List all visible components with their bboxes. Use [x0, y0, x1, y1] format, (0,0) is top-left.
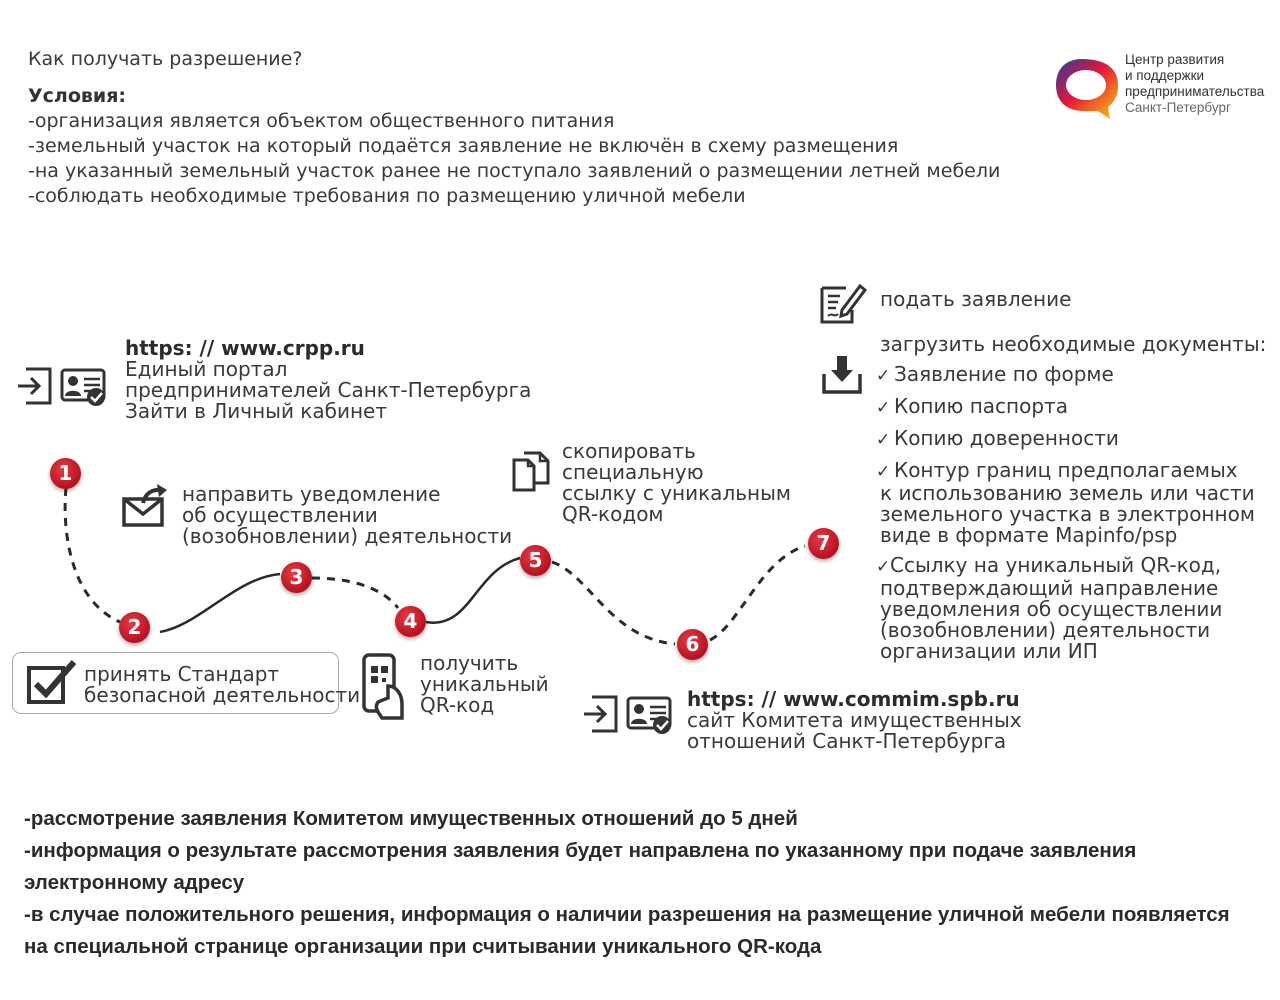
condition-item: -соблюдать необходимые требования по размещению уличной мебели — [28, 185, 746, 207]
step-badge-5: 5 — [520, 545, 551, 576]
footer-line: электронному адресу — [24, 871, 245, 894]
path-segment-3-4 — [312, 578, 398, 608]
submit-application-text: подать заявление — [880, 287, 1072, 311]
documents-list — [876, 364, 1255, 662]
committee-block — [687, 689, 1022, 752]
committee-line: отношений Санкт-Петербурга — [687, 729, 1007, 753]
path-segment-5-6 — [552, 562, 675, 644]
condition-item: -земельный участок на который подаётся заявление не включён в схему размещения — [28, 135, 899, 157]
document-item: ✓ Копию паспорта — [876, 394, 1068, 418]
path-segment-4-5 — [426, 558, 520, 623]
portal-line: Зайти в Личный кабинет — [125, 399, 388, 423]
document-item: ✓ Копию доверенности — [876, 426, 1119, 450]
form-pen-icon — [818, 280, 868, 326]
path-segment-6-7 — [710, 546, 805, 640]
mail-send-icon — [121, 481, 171, 529]
document-item: ✓Ссылку на уникальный QR-код, подтверждающий направление уведомления об осуществлении (возобновлении) деятельности организации или ИП — [876, 553, 1223, 663]
footer-line: на специальной странице организации при считывании уникального QR-кода — [24, 935, 822, 958]
page-title: Как получать разрешение? — [28, 48, 303, 70]
check-icon: ✓ — [876, 462, 891, 482]
step-badge-2: 2 — [119, 612, 150, 643]
check-icon: ✓ — [876, 366, 891, 386]
login-card-icon — [16, 365, 108, 407]
footer-notes — [24, 803, 1230, 963]
portal-line: предпринимателей Санкт-Петербурга — [125, 378, 532, 402]
step-5-text: скопировать специальную ссылку с уникальным QR-кодом — [562, 439, 791, 526]
path-segment-2-3 — [160, 574, 280, 632]
condition-item: -на указанный земельный участок ранее не поступало заявлений о размещении летней мебели — [28, 160, 1001, 182]
committee-login-card-icon — [582, 693, 674, 735]
footer-line: -в случае положительного решения, информация о наличии разрешения на размещение уличной мебели появляется — [24, 903, 1230, 926]
copy-icon — [510, 450, 552, 498]
step-badge-6: 6 — [677, 629, 708, 660]
committee-url[interactable]: https: // www.commim.spb.ru — [687, 687, 1020, 711]
step-2-text: принять Стандарт безопасной деятельности — [84, 662, 361, 707]
portal-block — [125, 338, 531, 422]
step-3-text: направить уведомление об осуществлении (возобновлении) деятельности — [182, 482, 513, 548]
portal-line: Единый портал — [125, 357, 288, 381]
step-badge-7: 7 — [808, 528, 839, 559]
footer-line: -рассмотрение заявления Комитетом имущественных отношений до 5 дней — [24, 807, 798, 830]
document-item: ✓ Контур границ предполагаемых к использованию земель или части земельного участка в электронном виде в формате Mapinfo/psp — [876, 458, 1255, 547]
check-icon: ✓ — [876, 557, 891, 577]
footer-line: -информация о результате рассмотрения заявления будет направлена по указанному при подаче заявления — [24, 839, 1137, 862]
conditions-heading: Условия: — [28, 85, 127, 107]
portal-url[interactable]: https: // www.crpp.ru — [125, 336, 365, 360]
download-icon — [820, 354, 864, 396]
step-4-text: получить уникальный QR-код — [420, 651, 549, 717]
path-segment-1-2 — [65, 488, 120, 622]
step-badge-4: 4 — [395, 606, 426, 637]
step-badge-3: 3 — [281, 562, 312, 593]
check-icon: ✓ — [876, 430, 891, 450]
step-badge-1: 1 — [50, 458, 81, 489]
document-item: ✓ Заявление по форме — [876, 362, 1114, 386]
condition-item: -организация является объектом общественного питания — [28, 110, 615, 132]
check-icon: ✓ — [876, 398, 891, 418]
phone-qr-icon — [358, 652, 410, 722]
logo-text: Центр развития и поддержки предпринимательства Санкт-Петербург — [1125, 52, 1265, 115]
upload-documents-text: загрузить необходимые документы: — [880, 332, 1267, 356]
checkbox-icon — [26, 658, 78, 706]
committee-line: сайт Комитета имущественных — [687, 708, 1022, 732]
